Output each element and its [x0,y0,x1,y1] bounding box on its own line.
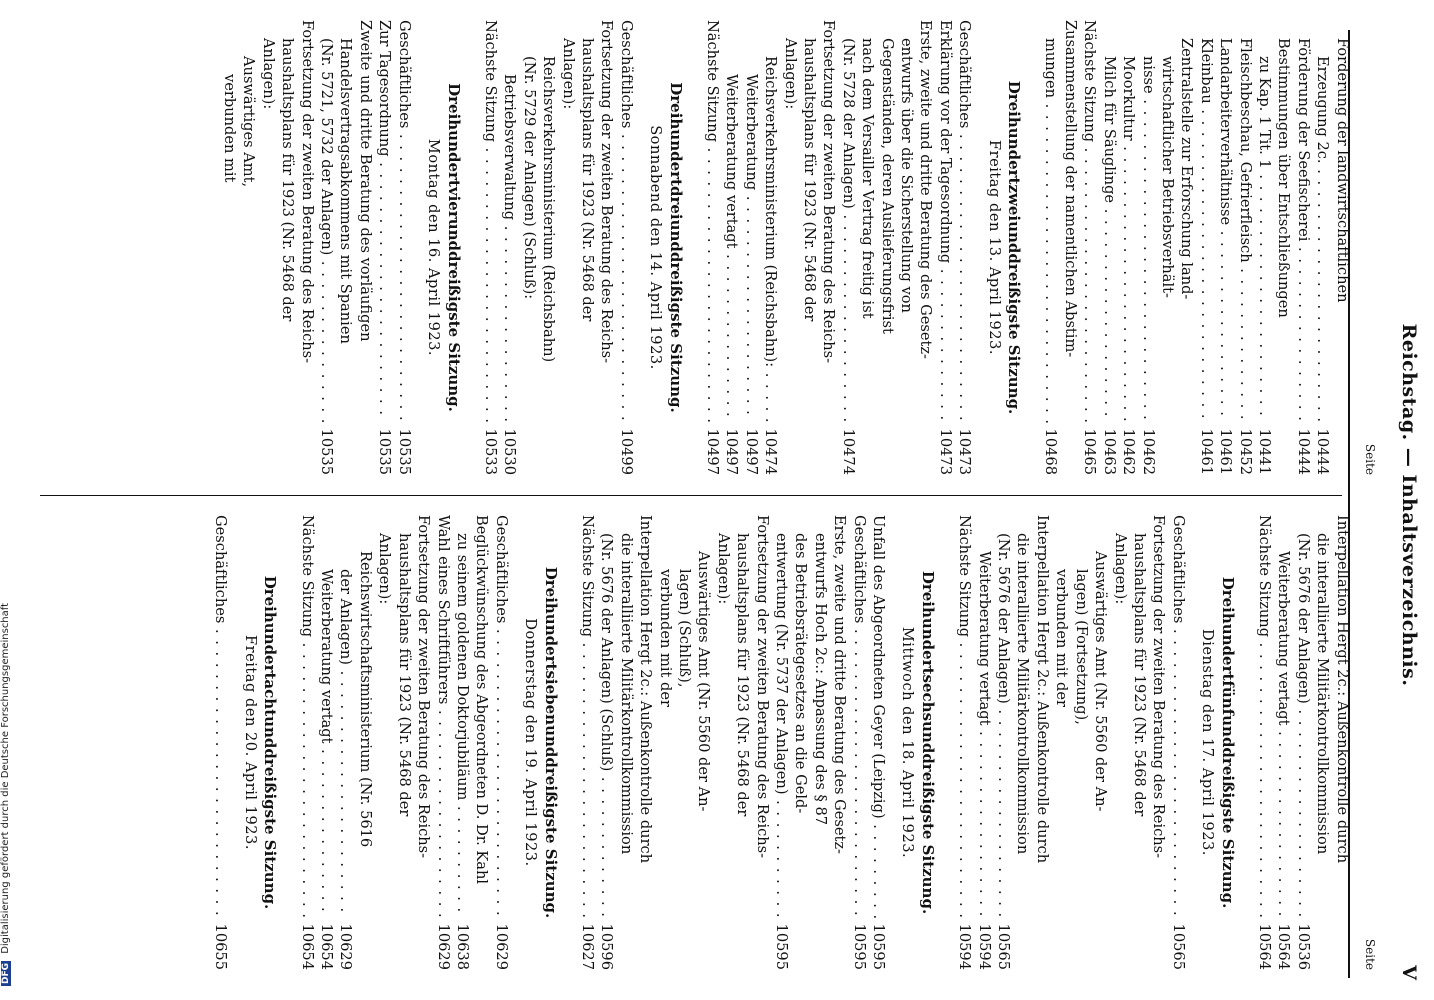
entry-page: 10536 [1294,923,1312,970]
toc-line: Interpellation Hergt 2c.: Außenkontrolle durch [1033,515,1051,864]
entry-text: Zur Tagesordnung . . . [375,20,394,423]
entry-page: 10535 [376,428,394,475]
entry-text: zu Kap. 1 Tit. 1 . . . [1255,56,1274,423]
entry-page: 10564 [1275,923,1293,970]
toc-line: Zentralstelle zur Erforschung land- [1178,38,1196,300]
page-header [1392,30,1422,980]
toc-entry [1041,20,1060,475]
toc-entry [1255,20,1274,475]
toc-entry [1293,515,1312,970]
toc-entry [722,20,741,475]
toc-line: Beglückwünschung des Abgeordneten D. Dr. Kahl [473,515,491,885]
toc-entry [974,515,993,970]
toc-line: haushaltsplans für 1923 (Nr. 5468 der [395,533,413,817]
footer-text: Digitalisierung gefördert durch die Deutsche Forschungsgemeinschaft [0,602,11,954]
session-title: Dreihundertsiebenunddreißigste Sitzung. [541,566,560,919]
entry-text: (Nr. 5676 der Anlagen) . . . [1293,533,1312,918]
entry-text: Unfall des Abgeordneten Geyer (Leipzig) . . . [869,515,888,918]
entry-page: 10629 [492,923,510,970]
entry-text: nisse . . . [1138,56,1157,423]
entry-page: 10497 [704,428,721,475]
toc-line: Anlagen): [559,38,577,110]
entry-text: zu seinem goldenen Doktorjubiläum . . . [453,533,472,918]
entry-text: Nächste Sitzung . . . [578,515,597,918]
entry-page: 10564 [1255,923,1273,970]
entry-page: 10595 [773,923,791,970]
entry-text: Landarbeiterverhältnisse . . . [1216,38,1235,423]
toc-entry [1196,20,1215,475]
entry-text: Fleischbeschau, Gefrierfleisch . . . [1235,38,1254,423]
toc-line: Fortsetzung der zweiten Beratung des Reichs- [598,20,616,364]
entry-text: Weiterberatung vertagt . . . [722,74,741,423]
entry-text: Weiterberatung vertagt . . . [1274,551,1293,918]
toc-entry [211,515,230,970]
entry-text: Weiterberatung vertagt . . . [974,551,993,918]
toc-line: Fortsetzung der zweiten Beratung des Reichs- [820,20,838,364]
toc-entry [317,515,336,970]
session-date: Montag den 16. April 1923. [425,138,443,357]
entry-page: 10497 [723,428,741,475]
entry-text: (Nr. 5721, 5732 der Anlagen) . . . [317,38,336,423]
entry-text: Förderung der Seefischerei . . . [1293,38,1312,423]
entry-text: Reichsverkehrsministerium (Reichsbahn): . . . [761,56,780,423]
session-date: Mittwoch den 18. April 1923. [899,626,917,859]
toc-entry [935,20,954,475]
toc-entry [491,515,510,970]
entry-page: 10565 [995,923,1013,970]
toc-line: Bestimmungen über Entschließungen [1275,38,1293,318]
toc-entry [317,20,336,475]
entry-text: Betriebsverwaltung . . . [500,74,519,423]
entry-text: Geschäftliches . . . [394,20,413,423]
toc-line: Förderung der landwirtschaftlichen [1333,38,1351,303]
entry-page: 10461 [1217,428,1235,475]
entry-page: 10594 [956,923,974,970]
toc-entry [1168,515,1187,970]
toc-line: Erste, zweite und dritte Beratung des Gesetz- [831,515,849,854]
toc-line: Fortsetzung der zweiten Beratung des Reichs- [1150,515,1168,859]
toc-entry [703,20,722,475]
toc-line: Fortsetzung der zweiten Beratung des Reichs- [415,515,433,859]
entry-text: Nächste Sitzung . . . [955,515,974,918]
toc-entry [994,515,1013,970]
toc-entry [375,20,394,475]
entry-page: 10499 [617,428,635,475]
session-title: Dreihundertachtunddreißigste Sitzung. [261,575,280,910]
toc-line: haushaltsplans für 1923 (Nr. 5468 der [734,533,752,817]
toc-line: Reichswirtschaftsministerium (Nr. 5616 [356,551,374,848]
entry-page: 10533 [481,428,499,475]
entry-page: 10473 [936,428,954,475]
toc-line: entwurfs über die Sicherstellung von [898,38,916,313]
toc-line: Fortsetzung der zweiten Beratung des Reichs- [298,20,316,364]
toc-entry [1293,20,1312,475]
entry-page: 10596 [598,923,616,970]
toc-entry [578,515,597,970]
entry-text: Kleinbau . . . [1196,38,1215,423]
toc-entry [849,515,868,970]
entry-page: 10465 [1081,428,1099,475]
column-divider [40,495,1342,496]
entry-text: Weiterberatung vertagt . . . [317,569,336,918]
toc-line: Gegenständen, deren Auslieferungsfrist [878,38,896,334]
entry-page: 10462 [1120,428,1138,475]
session-date: Donnerstag den 19. April 1923. [522,618,540,867]
toc-entry [616,20,635,475]
entry-page: 10629 [434,923,452,970]
toc-entry [772,515,791,970]
entry-page: 10627 [578,923,596,970]
toc-line: haushaltsplans für 1923 (Nr. 5468 der [1130,533,1148,817]
toc-line: Interpellation Hergt 2c.: Außenkontrolle durch [637,515,655,864]
entry-text: Geschäftliches . . . [849,515,868,918]
toc-line: Anlagen): [781,38,799,110]
session-title: Dreihundertvierunddreißigste Sitzung. [444,83,463,412]
toc-line: haushaltsplans für 1923 (Nr. 5468 der [578,38,596,322]
entry-page: 10535 [318,428,336,475]
entry-page: 10468 [1042,428,1060,475]
entry-page: 10565 [1169,923,1187,970]
entry-page: 10473 [956,428,974,475]
entry-text: Nächste Sitzung . . . [1255,515,1274,918]
toc-line: wirtschaftlicher Betriebsverhält- [1158,56,1176,298]
toc-entry [1216,20,1235,475]
entry-text: Geschäftliches . . . [1168,515,1187,918]
toc-entry [761,20,780,475]
entry-page: 10462 [1139,428,1157,475]
entry-page: 10595 [870,923,888,970]
entry-page: 10638 [453,923,471,970]
left-column [220,20,1379,475]
session-title: Dreihundertzweiunddreißigste Sitzung. [1005,80,1024,415]
toc-line: lagen) (Fortsetzung), [1072,569,1090,725]
toc-entry [955,20,974,475]
toc-entry [1119,20,1138,475]
session-date: Sonnabend den 14. April 1923. [647,125,665,370]
toc-line: Interpellation Hergt 2c.: Außenkontrolle durch [1333,515,1351,864]
entry-page: 10655 [212,923,230,970]
entry-text: Geschäftliches . . . [491,515,510,918]
entry-text: (Nr. 5676 der Anlagen) (Schluß) . . . [597,533,616,918]
page-number: V [1398,965,1420,980]
toc-line: (Nr. 5729 der Anlagen) (Schluß): [520,56,538,300]
entry-text: Nächste Sitzung . . . [297,515,316,918]
toc-entry [1080,20,1099,475]
header-title: Reichstag. — Inhaltsverzeichnis. [1398,323,1420,687]
toc-entry [336,515,355,970]
entry-page: 10461 [1197,428,1215,475]
entry-text: Geschäftliches . . . [955,20,974,423]
dfg-logo: DFG [1,962,11,984]
entry-page: 10535 [395,428,413,475]
toc-line: die interalliierte Militärkontrollkommission [1014,533,1032,855]
entry-page: 10444 [1294,428,1312,475]
toc-line: verbunden mit der [656,569,674,707]
toc-line: Auswärtiges Amt (Nr. 5560 der An- [695,551,713,812]
entry-text: Milch für Säuglinge . . . [1099,56,1118,423]
entry-text: Nächste Sitzung . . . [481,20,500,423]
session-title: Dreihundertsechsunddreißigste Sitzung. [918,570,937,915]
toc-entry [1099,20,1118,475]
entry-page: 10452 [1236,428,1254,475]
entry-text: Geschäftliches . . . [211,515,230,918]
toc-entry [453,515,472,970]
toc-entry [597,515,616,970]
session-title: Dreihundertdreiunddreißigste Sitzung. [666,82,685,413]
toc-line: Reichsverkehrsministerium (Reichsbahn) [540,56,558,363]
entry-page: 10654 [318,923,336,970]
toc-entry [481,20,500,475]
toc-line: Handelsvertragsabkommens mit Spanien [337,38,355,344]
toc-line: Anlagen): [1111,533,1129,605]
entry-text: Geschäftliches . . . [616,20,635,423]
toc-entry [394,20,413,475]
entry-page: 10441 [1255,428,1273,475]
digitization-footer [0,0,11,996]
toc-entry [1313,20,1332,475]
toc-entry [955,515,974,970]
entry-page: 10595 [850,923,868,970]
toc-line: die interalliierte Militärkontrollkommission [1314,533,1332,855]
entry-page: 10474 [839,428,857,475]
entry-page: 10463 [1100,428,1118,475]
toc-line: Anlagen): [259,38,277,110]
right-column [211,515,1379,970]
entry-page: 10444 [1314,428,1332,475]
entry-page: 10530 [501,428,519,475]
toc-entry [1138,20,1157,475]
session-date: Freitag den 13. April 1923. [985,140,1003,355]
entry-page: 10497 [742,428,760,475]
toc-line: Zweite und dritte Beratung des vorläufigen [356,20,374,342]
toc-line: Auswärtiges Amt (Nr. 5560 der An- [1092,551,1110,812]
toc-line: entwurfs Hoch 2c.: Anpassung des § 87 [811,533,829,826]
toc-entry [1274,515,1293,970]
toc-line: nach dem Versailler Vertrag freitig ist [859,38,877,319]
toc-entry [838,20,857,475]
entry-text: Nächste Sitzung . . . [703,20,722,423]
entry-text: der Anlagen) . . . [336,569,355,918]
entry-page: 10629 [337,923,355,970]
toc-entry [1235,20,1254,475]
toc-entry [297,515,316,970]
entry-text: Wahl eines Schriftführers . . . [433,515,452,918]
entry-text: Erzeugung 2c. . . . [1313,56,1332,423]
entry-text: Erklärung vor der Tagesordnung . . . [935,20,954,423]
toc-line: Anlagen): [376,533,394,605]
entry-text: Weiterberatung . . . [741,74,760,423]
session-date: Freitag den 20. April 1923. [241,635,259,850]
toc-line: Fortsetzung der zweiten Beratung des Reichs- [753,515,771,859]
toc-line: lagen) (Schluß), [676,569,693,688]
entry-text: Nächste Sitzung . . . [1080,20,1099,423]
entry-page: 10594 [975,923,993,970]
session-title: Dreihundertfünfunddreißigste Sitzung. [1218,576,1237,909]
seite-label: Seite [1363,938,1377,970]
toc-line: verbunden mit der [1053,569,1071,707]
seite-label: Seite [1363,443,1377,475]
toc-line: Anlagen): [714,533,732,605]
entry-text: (Nr. 5676 der Anlagen) . . . [994,533,1013,918]
toc-line: haushaltsplans für 1923 (Nr. 5468 der [279,38,297,322]
entry-page: 10654 [298,923,316,970]
toc-line: haushaltsplans für 1923 (Nr. 5468 der [801,38,819,322]
entry-text: (Nr. 5728 der Anlagen) . . . [838,38,857,423]
toc-line: Zusammenstellung der namentlichen Abstim- [1061,20,1079,358]
entry-text: mungen . . . [1041,38,1060,423]
toc-entry [1255,515,1274,970]
entry-page: 10474 [762,428,780,475]
toc-entry [433,515,452,970]
toc-entry [741,20,760,475]
entry-text: Moorkultur . . . [1119,56,1138,423]
toc-line: Auswärtiges Amt, [240,56,258,188]
entry-text: entwertung (Nr. 5737 der Anlagen) . . . [772,533,791,918]
toc-line: des Betriebsrätegesetzes an die Geld- [792,533,810,814]
toc-line: die interalliierte Militärkontrollkommission [617,533,635,855]
toc-line: verbunden mit [221,74,239,183]
toc-entry [500,20,519,475]
toc-entry [869,515,888,970]
session-date: Dienstag den 17. April 1923. [1199,629,1217,856]
toc-line: Erste, zweite und dritte Beratung des Gesetz- [917,20,935,359]
